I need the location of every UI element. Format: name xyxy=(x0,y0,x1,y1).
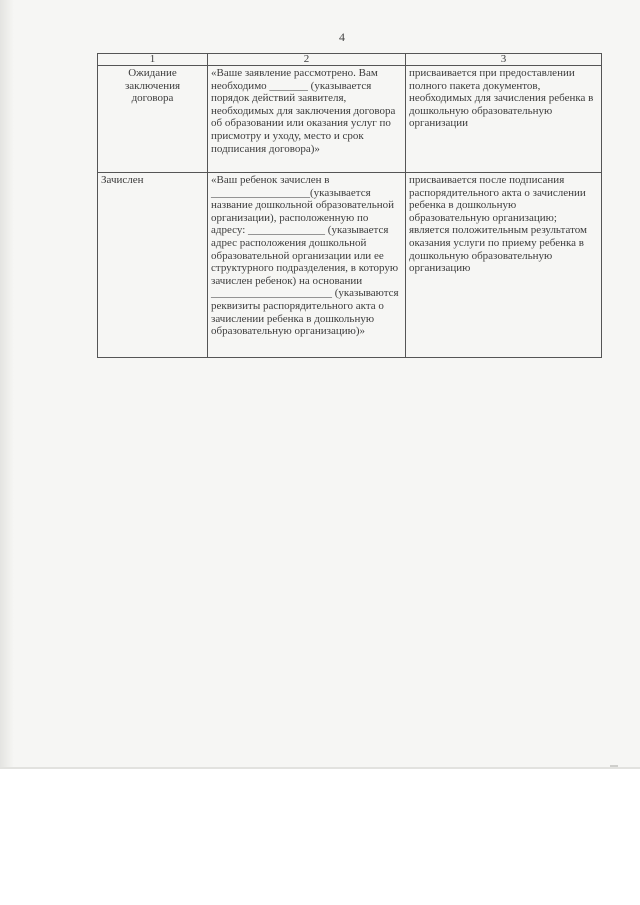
table-row xyxy=(98,66,602,173)
page-number: 4 xyxy=(339,30,345,44)
status-cell: Ожидание заключения договора xyxy=(98,66,208,173)
note-cell: присваивается после подписания распорядительного акта о зачислении ребенка в дошкольную образовательную организацию; является положительным результатом оказания услуги по приему ребенка в дошкольную образовательную организацию xyxy=(406,173,602,358)
status-table xyxy=(97,53,602,358)
message-cell: «Ваш ребенок зачислен в __________________(указывается название дошкольной образовательной организации), расположенную по адресу: ______________ (указывается адрес расположения дошкольной образовательной организации или ее структурного подразделения, в которую зачислен ребенок) на основании ______________________ (указываются реквизиты распорядительного акта о зачислении ребенка в дошкольную образовательную организацию)» xyxy=(208,173,406,358)
table-header-row xyxy=(98,54,602,66)
message-cell: «Ваше заявление рассмотрено. Вам необходимо _______ (указывается порядок действий заявителя, необходимых для заключения договора об образовании или оказания услуг по присмотру и уходу, место и срок подписания договора)» xyxy=(208,66,406,173)
table-row xyxy=(98,173,602,358)
scan-artifact xyxy=(610,765,618,767)
column-header-2: 2 xyxy=(208,54,406,66)
note-cell: присваивается при предоставлении полного пакета документов, необходимых для зачисления ребенка в дошкольную образовательную организации xyxy=(406,66,602,173)
status-cell: Зачислен xyxy=(98,173,208,358)
column-header-1: 1 xyxy=(98,54,208,66)
column-header-3: 3 xyxy=(406,54,602,66)
